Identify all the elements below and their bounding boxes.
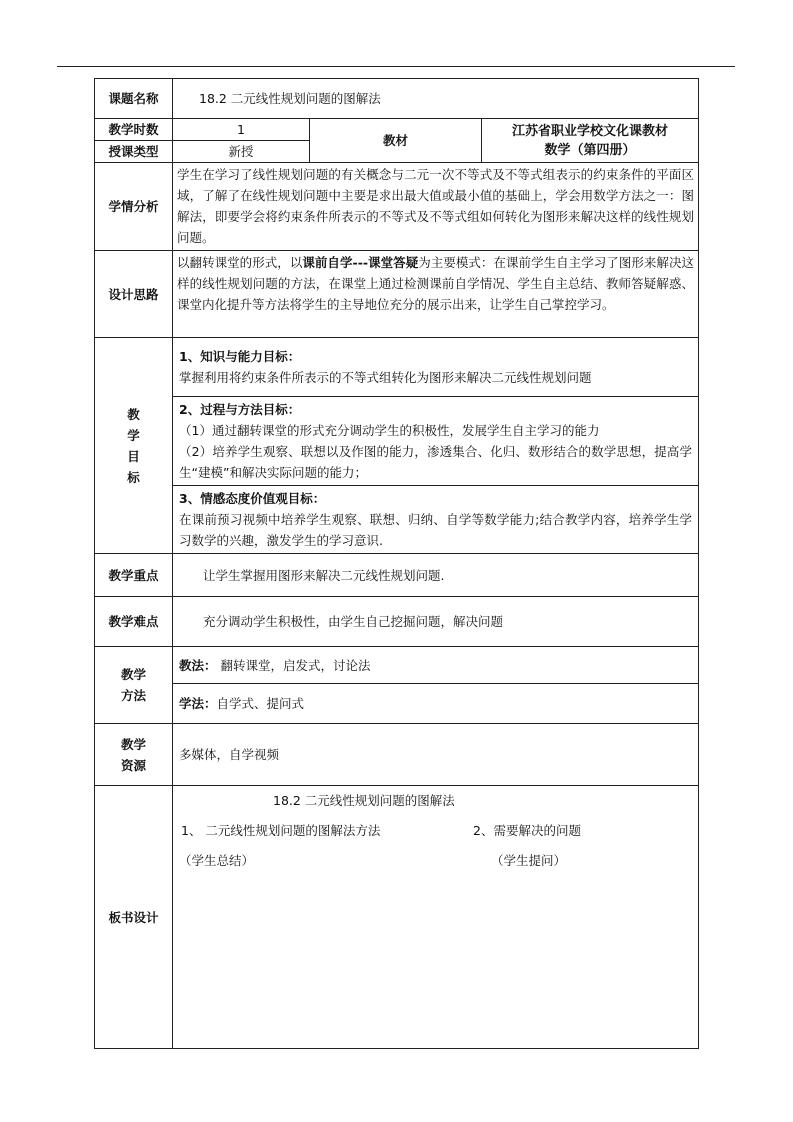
board-left-heading: 1、 二元线性规划问题的图解法方法 <box>181 823 381 838</box>
hours-value: 1 <box>173 119 310 141</box>
topic-row <box>95 79 699 119</box>
design-text <box>173 251 699 338</box>
methods-teach-label: 教法： <box>179 657 217 673</box>
design-text-bold: 课前自学---课堂答疑 <box>302 255 419 270</box>
analysis-row <box>95 163 699 251</box>
methods-label <box>95 647 173 724</box>
goal2-item2: （2）培养学生观察、联想以及作图的能力，渗透集合、化归、数形结合的数学思想，提高学生“建模”和解决实际问题的能力； <box>179 444 693 480</box>
resources-row <box>95 724 699 786</box>
top-rule <box>57 66 735 67</box>
topic-label: 课题名称 <box>95 79 173 119</box>
textbook-value <box>482 119 699 163</box>
difficulty-label: 教学难点 <box>95 597 173 647</box>
goal1-text: 掌握利用将约束条件所表示的不等式组转化为图形来解决二元线性规划问题 <box>179 370 592 385</box>
goal2-title: 2、过程与方法目标： <box>179 402 301 417</box>
textbook-line1: 江苏省职业学校文化课教材 <box>512 123 669 139</box>
textbook-line2: 数学（第四册） <box>544 142 636 158</box>
methods-label-line1: 教学 <box>120 667 146 682</box>
methods-teach-text: 翻转课堂，启发式，讨论法 <box>216 657 371 673</box>
type-value: 新授 <box>173 141 310 163</box>
lesson-plan-table <box>94 78 699 1049</box>
methods-learn-row <box>95 684 699 724</box>
goal2-cell <box>173 397 699 486</box>
methods-label-line2: 方法 <box>120 688 146 703</box>
design-label: 设计思路 <box>95 251 173 338</box>
board-cell <box>173 786 699 1049</box>
goals-label-char-2: 学 <box>127 427 140 443</box>
goal1-row <box>95 338 699 397</box>
goals-label <box>95 338 173 554</box>
board-content <box>173 786 698 1048</box>
board-title: 18.2 二元线性规划问题的图解法 <box>273 793 455 808</box>
analysis-text: 学生在学习了线性规划问题的有关概念与二元一次不等式及不等式组表示的约束条件的平面区域，了解了在线性规划问题中主要是求出最大值或最小值的基础上，学会用数学方法之一：图解法，即要学会将约束条件所表示的不等式及不等式组如何转化为图形来解决这样的线性规划问题。 <box>173 163 699 251</box>
hours-row <box>95 119 699 141</box>
methods-learn-cell <box>173 684 699 724</box>
hours-label: 教学时数 <box>95 119 173 141</box>
goals-label-char-4: 标 <box>127 469 140 485</box>
goals-label-char-1: 教 <box>127 406 140 422</box>
type-label: 授课类型 <box>95 141 173 163</box>
goal2-item1: （1）通过翻转课堂的形式充分调动学生的积极性，发展学生自主学习的能力 <box>179 423 600 438</box>
methods-teach-cell <box>173 647 699 684</box>
goal1-title: 1、知识与能力目标： <box>179 349 301 364</box>
goal1-cell <box>173 338 699 397</box>
key-point-row <box>95 554 699 597</box>
goal3-row <box>95 486 699 554</box>
analysis-label: 学情分析 <box>95 163 173 251</box>
design-text-pre: 以翻转课堂的形式，以 <box>177 255 303 270</box>
resources-label-line1: 教学 <box>120 736 146 752</box>
resources-label <box>95 724 173 786</box>
methods-teach-row <box>95 647 699 684</box>
difficulty-row <box>95 597 699 647</box>
difficulty-text: 充分调动学生积极性，由学生自己挖掘问题，解决问题 <box>173 597 699 647</box>
design-row <box>95 251 699 338</box>
board-left-note: （学生总结） <box>179 853 255 868</box>
board-row <box>95 786 699 1049</box>
key-point-text: 让学生掌握用图形来解决二元线性规划问题. <box>173 554 699 597</box>
goal2-row <box>95 397 699 486</box>
board-right-heading: 2、需要解决的问题 <box>473 823 581 838</box>
resources-label-line2: 资源 <box>120 757 146 773</box>
board-label: 板书设计 <box>95 786 173 1049</box>
methods-learn-label: 学法： <box>179 696 217 711</box>
resources-text: 多媒体，自学视频 <box>173 724 699 786</box>
topic-value: 18.2 二元线性规划问题的图解法 <box>173 79 699 119</box>
goal3-text: 在课前预习视频中培养学生观察、联想、归纳、自学等数学能力;结合教学内容，培养学生学习数学的兴趣，激发学生的学习意识. <box>179 512 693 548</box>
board-right-note: （学生提问） <box>491 853 567 868</box>
textbook-label: 教材 <box>310 119 482 163</box>
goal3-title: 3、情感态度价值观目标： <box>179 491 326 506</box>
methods-learn-text: 自学式、提问式 <box>216 696 305 711</box>
design-text-post: 为主要模式：在课前学生自主学习了图形来解决这样的线性规划问题的方法，在课堂上通过检测课前自学情况、学生自主总结、教师答疑解惑、课堂内化提升等方法将学生的主导地位充分的展示出来，让学生自己掌控学习。 <box>177 255 695 312</box>
key-point-label: 教学重点 <box>95 554 173 597</box>
goals-label-char-3: 目 <box>127 448 140 464</box>
goal3-cell <box>173 486 699 554</box>
